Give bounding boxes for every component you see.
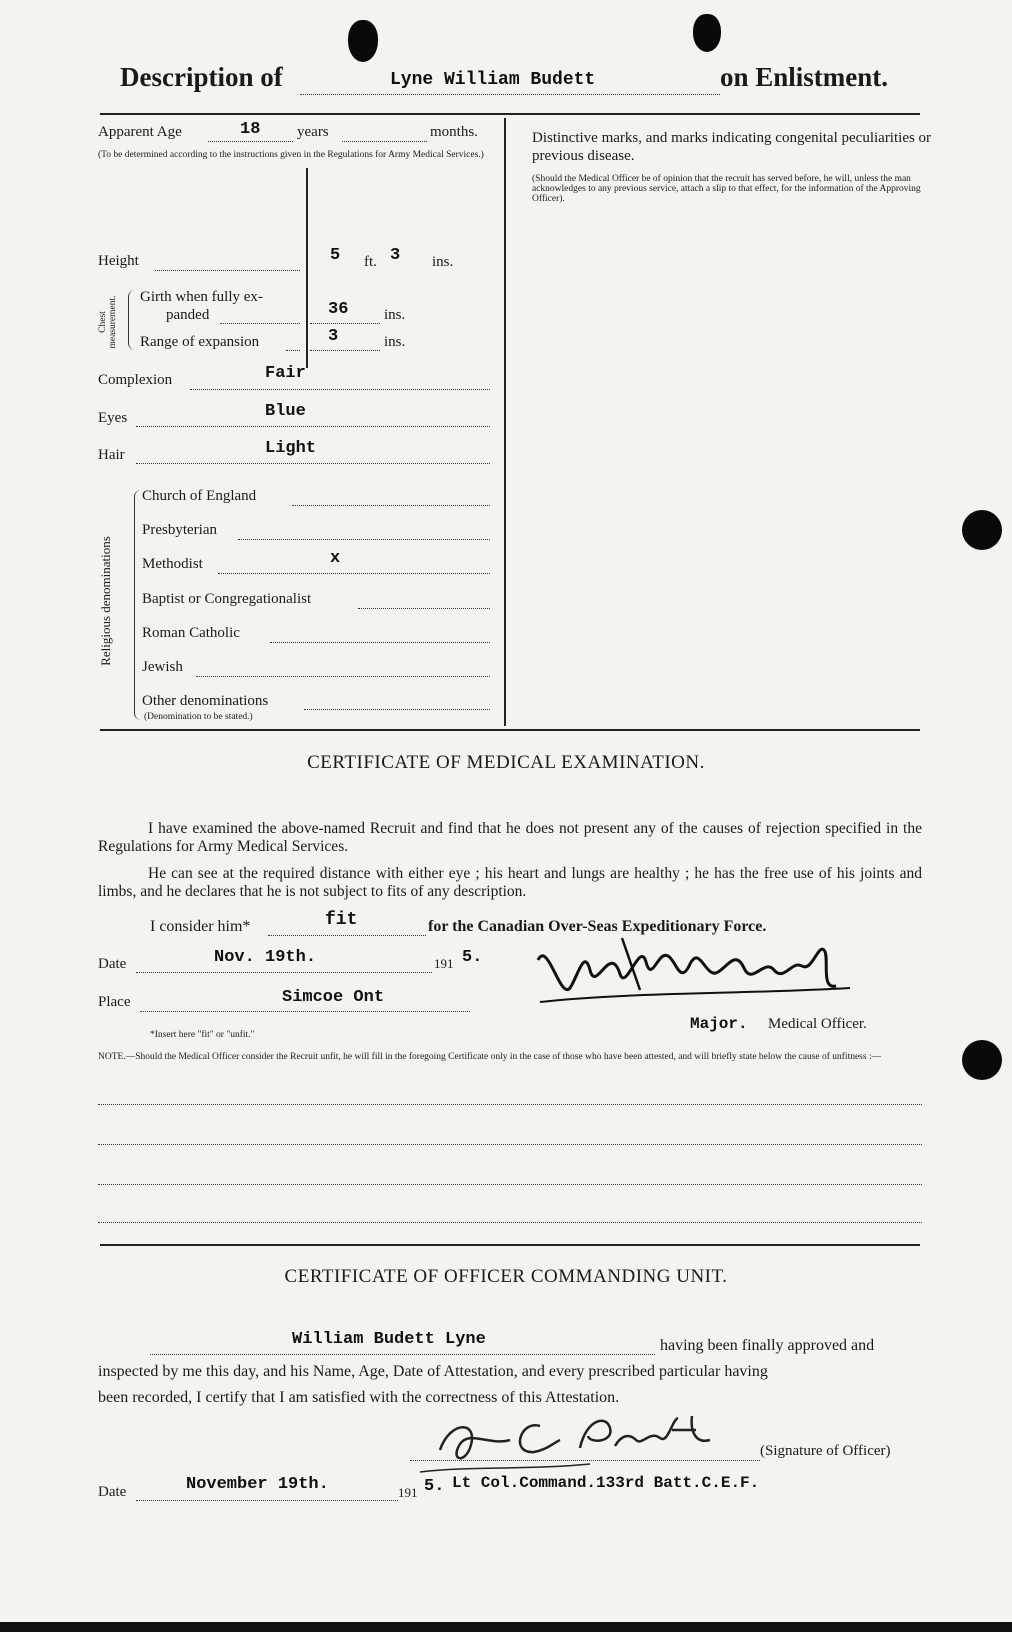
- medical-year-suffix: 5.: [462, 948, 483, 967]
- punch-hole-lower: [962, 1040, 1002, 1080]
- chest-label: Chest measurement.: [98, 295, 118, 349]
- hair-line: [136, 463, 490, 464]
- eyes-value: Blue: [265, 402, 306, 421]
- consider-prefix: I consider him*: [150, 918, 251, 935]
- height-ft-value: 5: [330, 246, 341, 265]
- distinctive-marks-heading: Distinctive marks, and marks indicating congenital peculiarities or previous disease.: [532, 130, 932, 164]
- medical-year-prefix: 191: [434, 956, 454, 971]
- unfit-line-3: [98, 1184, 922, 1185]
- religion-label: Religious denominations: [98, 536, 113, 666]
- medical-place-line: [140, 1011, 470, 1012]
- girth-line: [220, 323, 300, 324]
- complexion-label: Complexion: [98, 372, 173, 388]
- medical-para-2: He can see at the required distance with either eye ; his heart and lungs are healthy ; he has the free use of his joints and limbs, and he declares that he is not subject to fits of any description.: [98, 865, 922, 900]
- medical-date-label: Date: [98, 956, 127, 972]
- religion-other: Other denominations: [142, 693, 269, 709]
- commanding-date-line: [136, 1500, 398, 1501]
- height-ins-value: 3: [390, 246, 401, 265]
- commanding-signature-label: (Signature of Officer): [760, 1443, 891, 1459]
- chest-brace: [128, 290, 135, 350]
- religion-methodist-mark: x: [330, 549, 341, 568]
- section-rule: [100, 729, 920, 731]
- expansion-value-line: [310, 350, 380, 351]
- commanding-date-label: Date: [98, 1484, 127, 1500]
- ink-blot-top-left: [348, 20, 378, 62]
- commanding-command-value: Lt Col.Command.133rd Batt.C.E.F.: [452, 1474, 760, 1492]
- commanding-year-prefix: 191: [398, 1485, 418, 1500]
- commanding-text-line-1: having been finally approved and: [660, 1337, 875, 1354]
- religion-presbyterian: Presbyterian: [142, 522, 217, 538]
- religion-jewish: Jewish: [142, 659, 183, 675]
- girth-value-line: [310, 323, 380, 324]
- unfit-line-4: [98, 1222, 922, 1223]
- medical-date-line: [136, 972, 432, 973]
- religion-church-of-england: Church of England: [142, 488, 257, 504]
- complexion-line: [190, 389, 490, 390]
- height-ft-label: ft.: [364, 254, 377, 270]
- religion-baptist: Baptist or Congregationalist: [142, 591, 312, 607]
- unfit-line-2: [98, 1144, 922, 1145]
- insert-note: *Insert here "fit" or "unfit.": [150, 1030, 255, 1040]
- commanding-certificate-title: CERTIFICATE OF OFFICER COMMANDING UNIT.: [284, 1266, 728, 1287]
- hair-value: Light: [265, 439, 317, 458]
- religion-line-5: [270, 642, 490, 643]
- hair-label: Hair: [98, 447, 125, 463]
- age-line: [208, 141, 293, 142]
- commanding-rule: [100, 1244, 920, 1246]
- expansion-unit: ins.: [384, 334, 406, 350]
- girth-value: 36: [328, 300, 349, 319]
- medical-para-1: I have examined the above-named Recruit and find that he does not present any of the causes of rejection specified in the Regulations for Army Medical Services.: [98, 820, 922, 855]
- commanding-year-suffix: 5.: [424, 1477, 445, 1496]
- bottom-edge: [0, 1622, 1012, 1632]
- religion-methodist: Methodist: [142, 556, 203, 572]
- expansion-line: [286, 350, 300, 351]
- girth-label-2: panded: [166, 307, 210, 323]
- unfit-note: NOTE.—Should the Medical Officer consider the Recruit unfit, he will fill in the foregoing Certificate only in the case of those who have been attested, and will briefly state below the cause of unfitness :—: [98, 1052, 882, 1062]
- eyes-line: [136, 426, 490, 427]
- expansion-label: Range of expansion: [140, 334, 260, 350]
- header-name: Lyne William Budett: [390, 70, 596, 90]
- commanding-text-line-2: inspected by me this day, and his Name, Age, Date of Attestation, and every prescribed particular having: [98, 1363, 768, 1380]
- distinctive-marks-note: (Should the Medical Officer be of opinion that the recruit has served before, he will, unless the man acknowledges to any previous service, attach a slip to that effect, for the information of the Approving Officer).: [532, 174, 921, 204]
- consider-suffix: for the Canadian Over-Seas Expeditionary Force.: [428, 918, 767, 935]
- medical-officer-signature: [530, 930, 870, 1020]
- unfit-line-1: [98, 1104, 922, 1105]
- top-rule: [100, 113, 920, 115]
- commanding-date-value: November 19th.: [186, 1475, 329, 1494]
- religion-line-4: [358, 608, 490, 609]
- commanding-name-line: [150, 1354, 655, 1355]
- complexion-value: Fair: [265, 364, 306, 383]
- commanding-name-value: William Budett Lyne: [292, 1330, 486, 1349]
- header-title-suffix: on Enlistment.: [720, 62, 889, 92]
- religion-line-1: [292, 505, 490, 506]
- ink-blot-top-right: [693, 14, 721, 52]
- months-line: [342, 141, 427, 142]
- religion-line-3: [218, 573, 490, 574]
- height-label: Height: [98, 253, 139, 269]
- religion-brace: [134, 490, 141, 720]
- header-name-line: [300, 94, 720, 95]
- medical-date-value: Nov. 19th.: [214, 948, 317, 967]
- religion-line-2: [238, 539, 490, 540]
- religion-other-note: (Denomination to be stated.): [144, 712, 253, 722]
- height-ins-label: ins.: [432, 254, 454, 270]
- expansion-value: 3: [328, 327, 339, 346]
- religion-line-6: [196, 676, 490, 677]
- eyes-label: Eyes: [98, 410, 128, 426]
- medical-officer-rank: Major.: [690, 1015, 748, 1033]
- age-years-label: years: [297, 124, 329, 140]
- age-years-value: 18: [240, 120, 261, 139]
- age-months-label: months.: [430, 124, 478, 140]
- girth-unit: ins.: [384, 307, 406, 323]
- medical-certificate-title: CERTIFICATE OF MEDICAL EXAMINATION.: [307, 752, 705, 773]
- header-title-prefix: Description of: [120, 62, 283, 92]
- commanding-officer-signature: [410, 1400, 730, 1480]
- medical-place-label: Place: [98, 994, 131, 1010]
- girth-label-1: Girth when fully ex-: [140, 289, 263, 305]
- religion-line-7: [304, 709, 490, 710]
- age-note: (To be determined according to the instructions given in the Regulations for Army Medical Services.): [98, 150, 484, 160]
- medical-place-value: Simcoe Ont: [282, 988, 385, 1007]
- commanding-text-line-3: been recorded, I certify that I am satisfied with the correctness of this Attestation.: [98, 1389, 620, 1406]
- punch-hole-upper: [962, 510, 1002, 550]
- consider-line: [268, 935, 426, 936]
- center-divider: [504, 118, 506, 726]
- religion-roman-catholic: Roman Catholic: [142, 625, 240, 641]
- measure-divider: [306, 168, 308, 368]
- consider-value: fit: [325, 910, 358, 930]
- medical-officer-label: Medical Officer.: [768, 1016, 867, 1032]
- commanding-signature-line: [410, 1460, 760, 1461]
- height-line: [155, 270, 300, 271]
- age-label: Apparent Age: [98, 124, 182, 140]
